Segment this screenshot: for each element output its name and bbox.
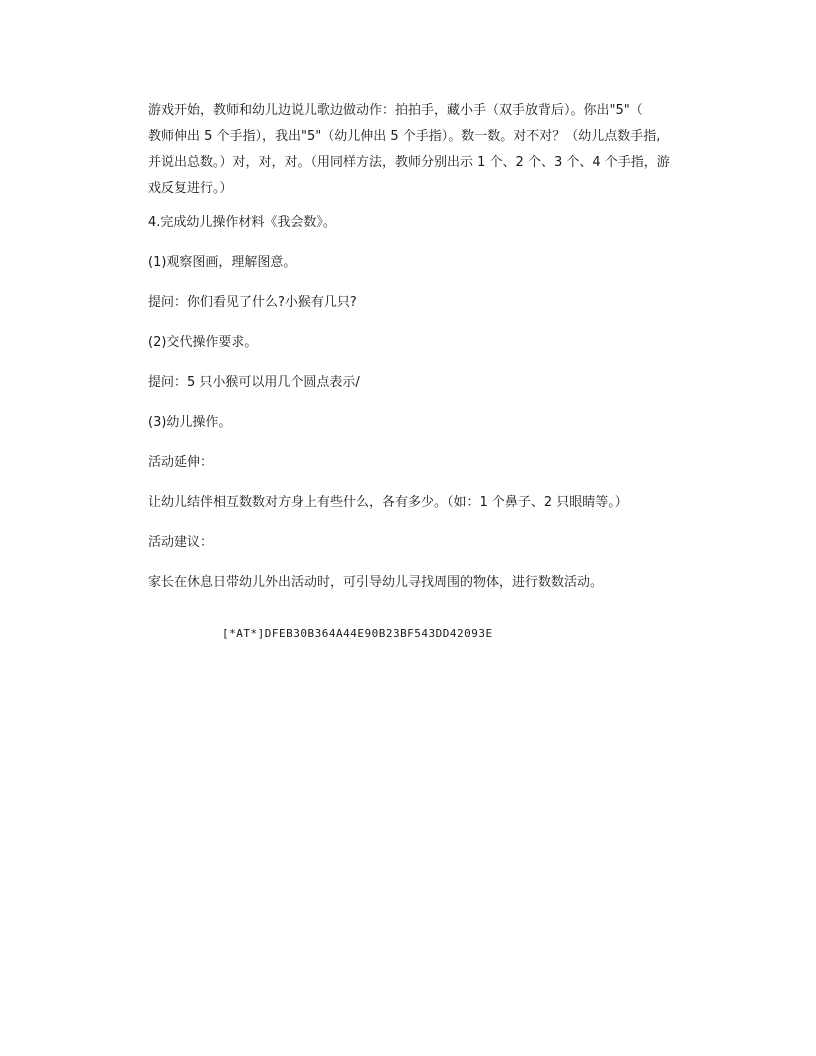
document-code: [*AT*]DFEB30B364A44E90B23BF543DD42093E bbox=[222, 627, 493, 640]
intro-line-4: 戏反复进行。） bbox=[148, 181, 233, 196]
suggestion-heading: 活动建议： bbox=[148, 535, 214, 550]
intro-line-3: 并说出总数。）对，对，对。（用同样方法，教师分别出示 1 个、2 个、3 个、4 个手指，游 bbox=[148, 155, 670, 170]
suggestion-text: 家长在休息日带幼儿外出活动时，可引导幼儿寻找周围的物体，进行数数活动。 bbox=[148, 575, 604, 590]
intro-line-2: 教师伸出 5 个手指），我出"5"（幼儿伸出 5 个手指）。数一数。对不对？（幼儿点数手指, bbox=[148, 129, 661, 144]
step-4-heading: 4.完成幼儿操作材料《我会数》。 bbox=[148, 215, 336, 230]
extension-text: 让幼儿结伴相互数数对方身上有些什么，各有多少。（如：1 个鼻子、2 只眼睛等。） bbox=[148, 495, 628, 510]
extension-heading: 活动延伸： bbox=[148, 455, 214, 470]
intro-line-1: 游戏开始，教师和幼儿边说儿歌边做动作：拍拍手，藏小手（双手放背后）。你出"5"（ bbox=[148, 103, 643, 118]
question-1: 提问：你们看见了什么?小猴有几只? bbox=[148, 295, 357, 310]
sub-step-3: (3)幼儿操作。 bbox=[148, 415, 232, 430]
sub-step-2: (2)交代操作要求。 bbox=[148, 335, 258, 350]
sub-step-1: (1)观察图画，理解图意。 bbox=[148, 255, 297, 270]
question-2: 提问：5 只小猴可以用几个圆点表示/ bbox=[148, 375, 360, 390]
intro-paragraph bbox=[148, 98, 696, 202]
